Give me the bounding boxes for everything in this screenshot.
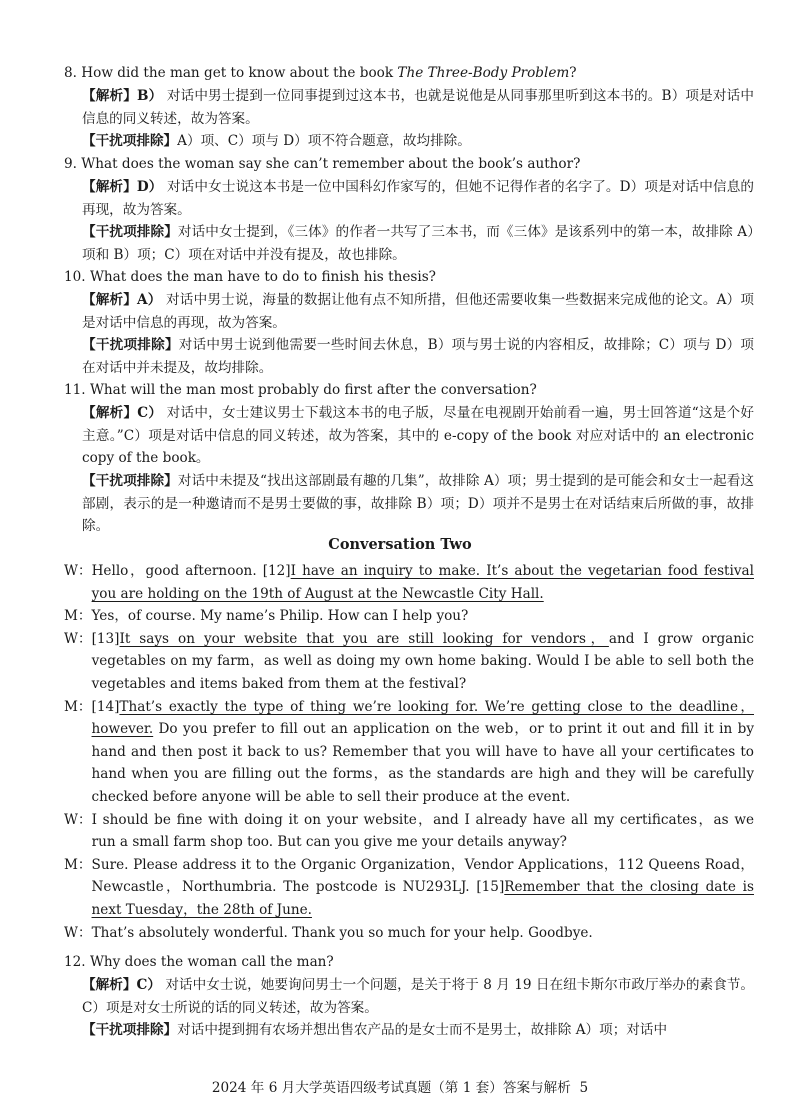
- dialogue-line: W： Hello，good afternoon. [12]I have an inquiry to make. It’s about the vegetarian food festival you are holding on the 19th of August at the Newcastle City Hall.: [64, 560, 754, 605]
- speaker-label: M：: [64, 856, 92, 873]
- speaker-label: M：: [64, 698, 92, 715]
- question-8-analysis: 【解析】B） 对话中男士提到一位同事提到过这本书，也就是说他是从同事那里听到这本书的。B）项是对话中信息的同义转述，故为答案。: [82, 88, 754, 127]
- dialogue-line: M： Yes，of course. My name’s Philip. How can I help you?: [64, 605, 754, 628]
- dialogue-line: W： [13]It says on your website that you are still looking for vendors，and I grow organic vegetables on my farm，as well as doing my own home baking. Would I be able to sell both the vegetables and items baked from them at the festival?: [64, 628, 754, 696]
- analysis-label: 【解析】C）: [82, 977, 162, 993]
- underlined-key-sentence: Remember that the closing date is next Tuesday，the 28th of June.: [91, 879, 754, 918]
- exclusion-label: 【干扰项排除】: [82, 473, 178, 489]
- speaker-label: W：: [64, 630, 92, 647]
- exclusion-label: 【干扰项排除】: [82, 224, 178, 240]
- analysis-label: 【解析】A）: [82, 292, 162, 308]
- question-12-exclusion: 【干扰项排除】对话中提到拥有农场并想出售农产品的是女士而不是男士，故排除 A）项；对话中: [82, 1022, 668, 1038]
- exclusion-label: 【干扰项排除】: [82, 133, 178, 149]
- dialogue-line: W： That’s absolutely wonderful. Thank you so much for your help. Goodbye.: [64, 922, 754, 945]
- speaker-label: M：: [64, 608, 92, 625]
- conversation-title: Conversation Two: [328, 536, 472, 553]
- question-9-exclusion: 【干扰项排除】对话中女士提到，《三体》的作者一共写了三本书，而《三体》是该系列中的第一本，故排除 A）项和 B）项；C）项在对话中并没有提及，故也排除。: [82, 224, 754, 263]
- page-footer: [0, 1076, 800, 1096]
- speaker-label: W：: [64, 924, 92, 941]
- underlined-key-sentence: I have an inquiry to make. It’s about the vegetarian food festival you are holding on the 19th of August at the Newcastle City Hall.: [91, 563, 754, 602]
- question-9-analysis: 【解析】D） 对话中女士说这本书是一位中国科幻作家写的，但她不记得作者的名字了。D）项是对话中信息的再现，故为答案。: [82, 179, 755, 218]
- question-11-heading: 11. What will the man most probably do first after the conversation?: [64, 382, 537, 398]
- analysis-label: 【解析】B）: [82, 88, 163, 104]
- speaker-label: W：: [64, 811, 92, 828]
- underlined-key-sentence: It says on your website that you are still looking for vendors，: [119, 630, 609, 647]
- footer-title: 2024 年 6 月大学英语四级考试真题（第 1 套）答案与解析: [211, 1080, 571, 1096]
- question-11-analysis: 【解析】C） 对话中，女士建议男士下载这本书的电子版，尽量在电视剧开始前看一遍，男士回答道“这是个好主意。”C）项是对话中信息的同义转述，故为答案，其中的 e-copy of the book 对应对话中的 an electronic copy of the book。: [82, 405, 754, 467]
- dialogue-line: M： Sure. Please address it to the Organic Organization，Vendor Applications，112 Queens Road，Newcastle，Northumbria. The postcode is NU293LJ. [15]Remember that the closing date is next Tuesday，the 28th of June.: [64, 854, 754, 922]
- question-12-heading: 12. Why does the woman call the man?: [64, 954, 334, 970]
- question-10-exclusion: 【干扰项排除】对话中男士说到他需要一些时间去休息，B）项与男士说的内容相反，故排除；C）项与 D）项在对话中并未提及，故均排除。: [82, 337, 755, 376]
- page-number: 5: [579, 1080, 589, 1096]
- dialogue: [64, 560, 754, 944]
- question-11-exclusion: 【干扰项排除】对话中未提及“找出这部剧最有趣的几集”，故排除 A）项；男士提到的是可能会和女士一起看这部剧，表示的是一种邀请而不是男士要做的事，故排除 B）项；D）项并不是男士在对话结束后所做的事，故排除。: [82, 473, 754, 535]
- question-10-heading: 10. What does the man have to do to finish his thesis?: [64, 269, 436, 285]
- question-8-exclusion: 【干扰项排除】A）项、C）项与 D）项不符合题意，故均排除。: [82, 133, 471, 149]
- analysis-label: 【解析】D）: [82, 179, 163, 195]
- question-8-heading: 8. How did the man get to know about the book The Three-Body Problem?: [64, 65, 577, 81]
- exclusion-label: 【干扰项排除】: [82, 337, 179, 353]
- dialogue-line: W： I should be fine with doing it on your website，and I already have all my certificates，as we run a small farm shop too. But can you give me your details anyway?: [64, 809, 754, 854]
- speaker-label: W：: [64, 563, 92, 579]
- book-title: The Three-Body Problem: [397, 65, 570, 81]
- underlined-key-sentence: That’s exactly the type of thing we’re looking for. We’re getting close to the deadline，however.: [91, 698, 754, 738]
- dialogue-line: M： [14]That’s exactly the type of thing we’re looking for. We’re getting close to the deadline，however. Do you prefer to fill out an application on the web，or to print it out and fill it in by hand and then post it back to us? Remember that you will have to have all your certificates to hand when you are filling out the forms，as the standards are high and they will be carefully checked before anyone will be able to sell their produce at the event.: [64, 696, 754, 809]
- exclusion-label: 【干扰项排除】: [82, 1022, 178, 1038]
- question-12-analysis: 【解析】C） 对话中女士说，她要询问男士一个问题，是关于将于 8 月 19 日在纽卡斯尔市政厅举办的素食节。C）项是对女士所说的话的同义转述，故为答案。: [82, 977, 754, 1016]
- question-9-heading: 9. What does the woman say she can’t remember about the book’s author?: [64, 156, 581, 172]
- question-10-analysis: 【解析】A） 对话中男士说，海量的数据让他有点不知所措，但他还需要收集一些数据来完成他的论文。A）项是对话中信息的再现，故为答案。: [82, 292, 754, 331]
- analysis-label: 【解析】C）: [82, 405, 163, 421]
